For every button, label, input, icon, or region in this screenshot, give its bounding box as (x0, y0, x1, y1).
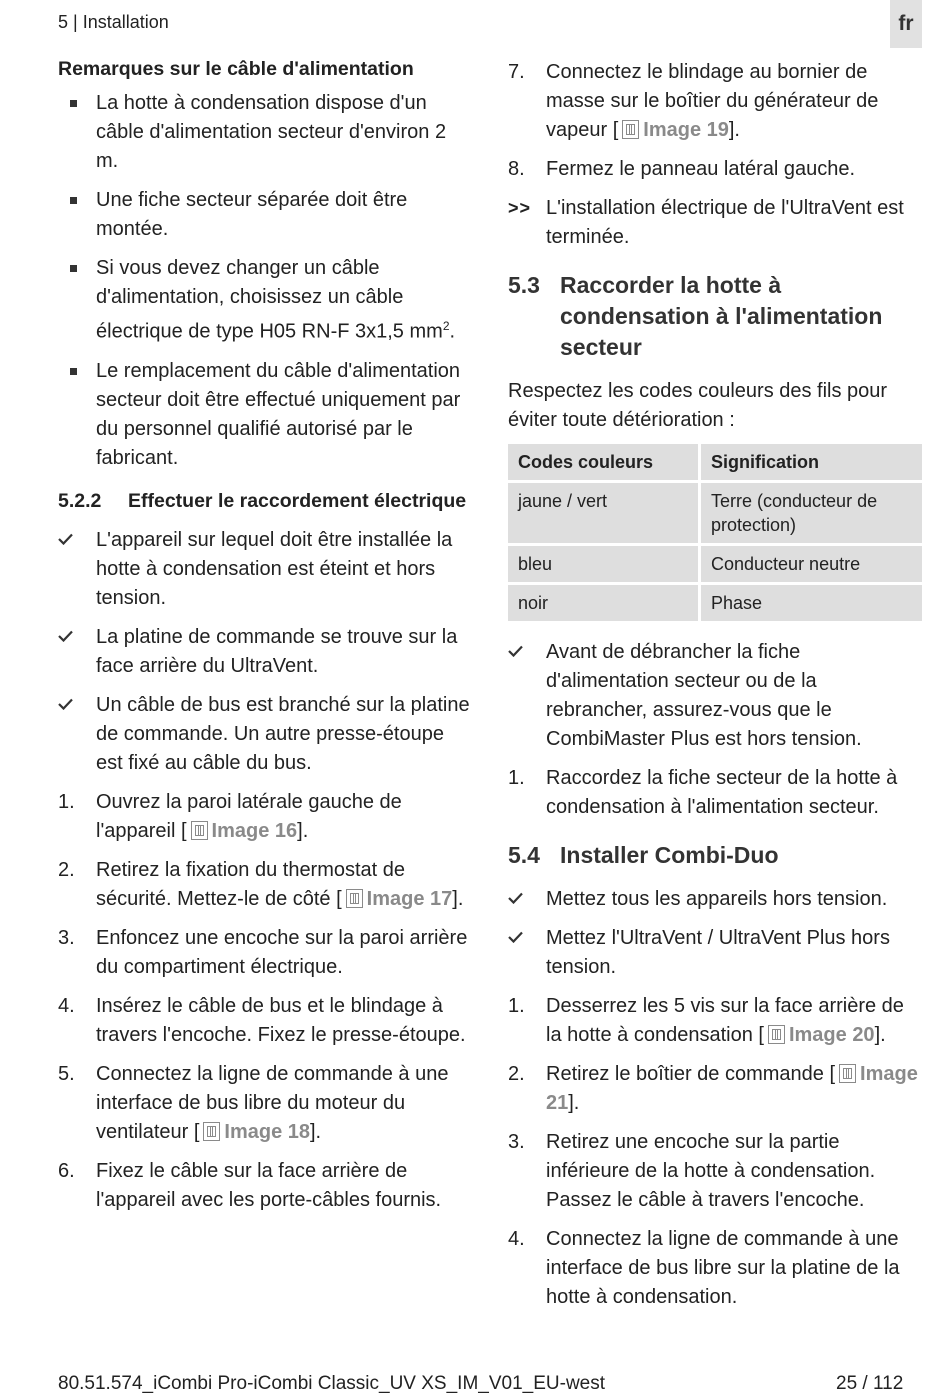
step-item: 7. Connectez le blindage au bornier de masse sur le boîtier du générateur de vapeur [ Image 19]. (508, 61, 879, 141)
table-row: noir Phase (508, 585, 922, 621)
intro-paragraph: Respectez les codes couleurs des fils pour éviter toute détérioration : (508, 380, 888, 431)
remarks-heading: Remarques sur le câble d'alimentation (58, 58, 414, 80)
list-item: Une fiche secteur séparée doit être montée. (58, 186, 470, 244)
prerequisite-item: Mettez tous les appareils hors tension. (508, 885, 922, 914)
image-reference-icon (839, 1064, 856, 1083)
result-marker: >> (508, 198, 532, 218)
checkmark-icon (58, 533, 73, 545)
right-column (508, 58, 922, 1322)
table-header: Signification (701, 444, 922, 480)
table-row: jaune / vert Terre (conducteur de protection) (508, 483, 922, 543)
step-item: 3. Enfoncez une encoche sur la paroi arrière du compartiment électrique. (58, 926, 468, 978)
table-header: Codes couleurs (508, 444, 698, 480)
language-badge: fr (890, 0, 922, 48)
step-item: 8. Fermez le panneau latéral gauche. (508, 158, 856, 180)
image-link[interactable]: Image 17 (366, 887, 453, 910)
bullet-icon (70, 100, 77, 107)
checkmark-icon (508, 931, 523, 943)
prerequisite-item: Mettez l'UltraVent / UltraVent Plus hors tension. (508, 924, 922, 982)
step-item: 4. Connectez la ligne de commande à une interface de bus libre sur la platine de la hotte à condensation. (508, 1228, 900, 1308)
checkmark-icon (508, 892, 523, 904)
checkmark-icon (58, 630, 73, 642)
list-item: Si vous devez changer un câble d'alimentation, choisissez un câble électrique de type H05 RN-F 3x1,5 $mm^2$. (58, 254, 470, 347)
image-reference-icon (203, 1122, 220, 1141)
bullet-icon (70, 265, 77, 272)
image-reference-icon (768, 1025, 785, 1044)
prerequisite-item: L'appareil sur lequel doit être installée la hotte à condensation est éteint et hors tension. (58, 526, 470, 613)
image-link[interactable]: Image 19 (643, 119, 729, 141)
page-header: 5 | Installation (58, 12, 169, 32)
step-item: 4. Insérez le câble de bus et le blindage à travers l'encoche. Fixez le presse-étoupe. (58, 994, 466, 1046)
image-link[interactable]: Image 20 (788, 1024, 875, 1046)
step-item: 2. Retirez la fixation du thermostat de sécurité. Mettez-le de côté [ Image 17]. (58, 858, 464, 910)
step-item: 5. Connectez la ligne de commande à une interface de bus libre du moteur du ventilateur [ Image 18]. (58, 1062, 449, 1143)
image-reference-icon (346, 889, 363, 908)
checkmark-icon (508, 645, 523, 657)
prerequisite-item: Un câble de bus est branché sur la platine de commande. Un autre presse-étoupe est fixé au câble du bus. (58, 691, 470, 778)
step-item: 1. Ouvrez la paroi latérale gauche de l'appareil [ Image 16]. (58, 790, 402, 842)
footer-page-number: 25 / 112 (836, 1373, 904, 1394)
chapter-number: 5 (58, 12, 69, 32)
image-reference-icon (622, 120, 639, 139)
result-item: >> L'installation électrique de l'UltraVent est terminée. (508, 194, 922, 252)
bullet-icon (70, 197, 77, 204)
step-item: 6. Fixez le câble sur la face arrière de l'appareil avec les porte-câbles fournis. (58, 1159, 442, 1211)
color-code-table (505, 441, 925, 624)
bullet-icon (70, 368, 77, 375)
section-heading-5-2-2: 5.2.2 Effectuer le raccordement électrique (58, 489, 467, 512)
step-item: 3. Retirez une encoche sur la partie inférieure de la hotte à condensation. Passez le câble à travers l'encoche. (508, 1131, 876, 1211)
footer-document-id: 80.51.574_iCombi Pro-iCombi Classic_UV XS_IM_V01_EU-west (58, 1373, 606, 1394)
image-link[interactable]: Image 16 (211, 819, 298, 842)
step-item: 2. Retirez le boîtier de commande [ Image 21]. (508, 1063, 918, 1114)
image-reference-icon (191, 821, 208, 840)
image-link[interactable]: Image 18 (224, 1120, 310, 1143)
prerequisite-item: Avant de débrancher la fiche d'alimentation secteur ou de la rebrancher, assurez-vous que le CombiMaster Plus est hors tension. (508, 638, 922, 754)
list-item: Le remplacement du câble d'alimentation secteur doit être effectué uniquement par du personnel qualifié autorisé par le fabricant. (58, 357, 470, 473)
image-link[interactable]: Image 21 (546, 1063, 918, 1114)
table-row: bleu Conducteur neutre (508, 546, 922, 582)
step-item: 1. Desserrez les 5 vis sur la face arrière de la hotte à condensation [ Image 20]. (508, 995, 904, 1046)
chapter-title: Installation (82, 12, 169, 32)
list-item: La hotte à condensation dispose d'un câble d'alimentation secteur d'environ 2 m. (58, 89, 470, 176)
step-item: 1. Raccordez la fiche secteur de la hotte à condensation à l'alimentation secteur. (508, 767, 898, 818)
section-heading-5-3: 5.3 Raccorder la hotte à condensation à l'alimentation secteur (508, 272, 883, 360)
section-heading-5-4: 5.4 Installer Combi-Duo (508, 842, 779, 868)
checkmark-icon (58, 698, 73, 710)
prerequisite-item: La platine de commande se trouve sur la face arrière du UltraVent. (58, 623, 470, 681)
left-column (58, 58, 470, 1225)
